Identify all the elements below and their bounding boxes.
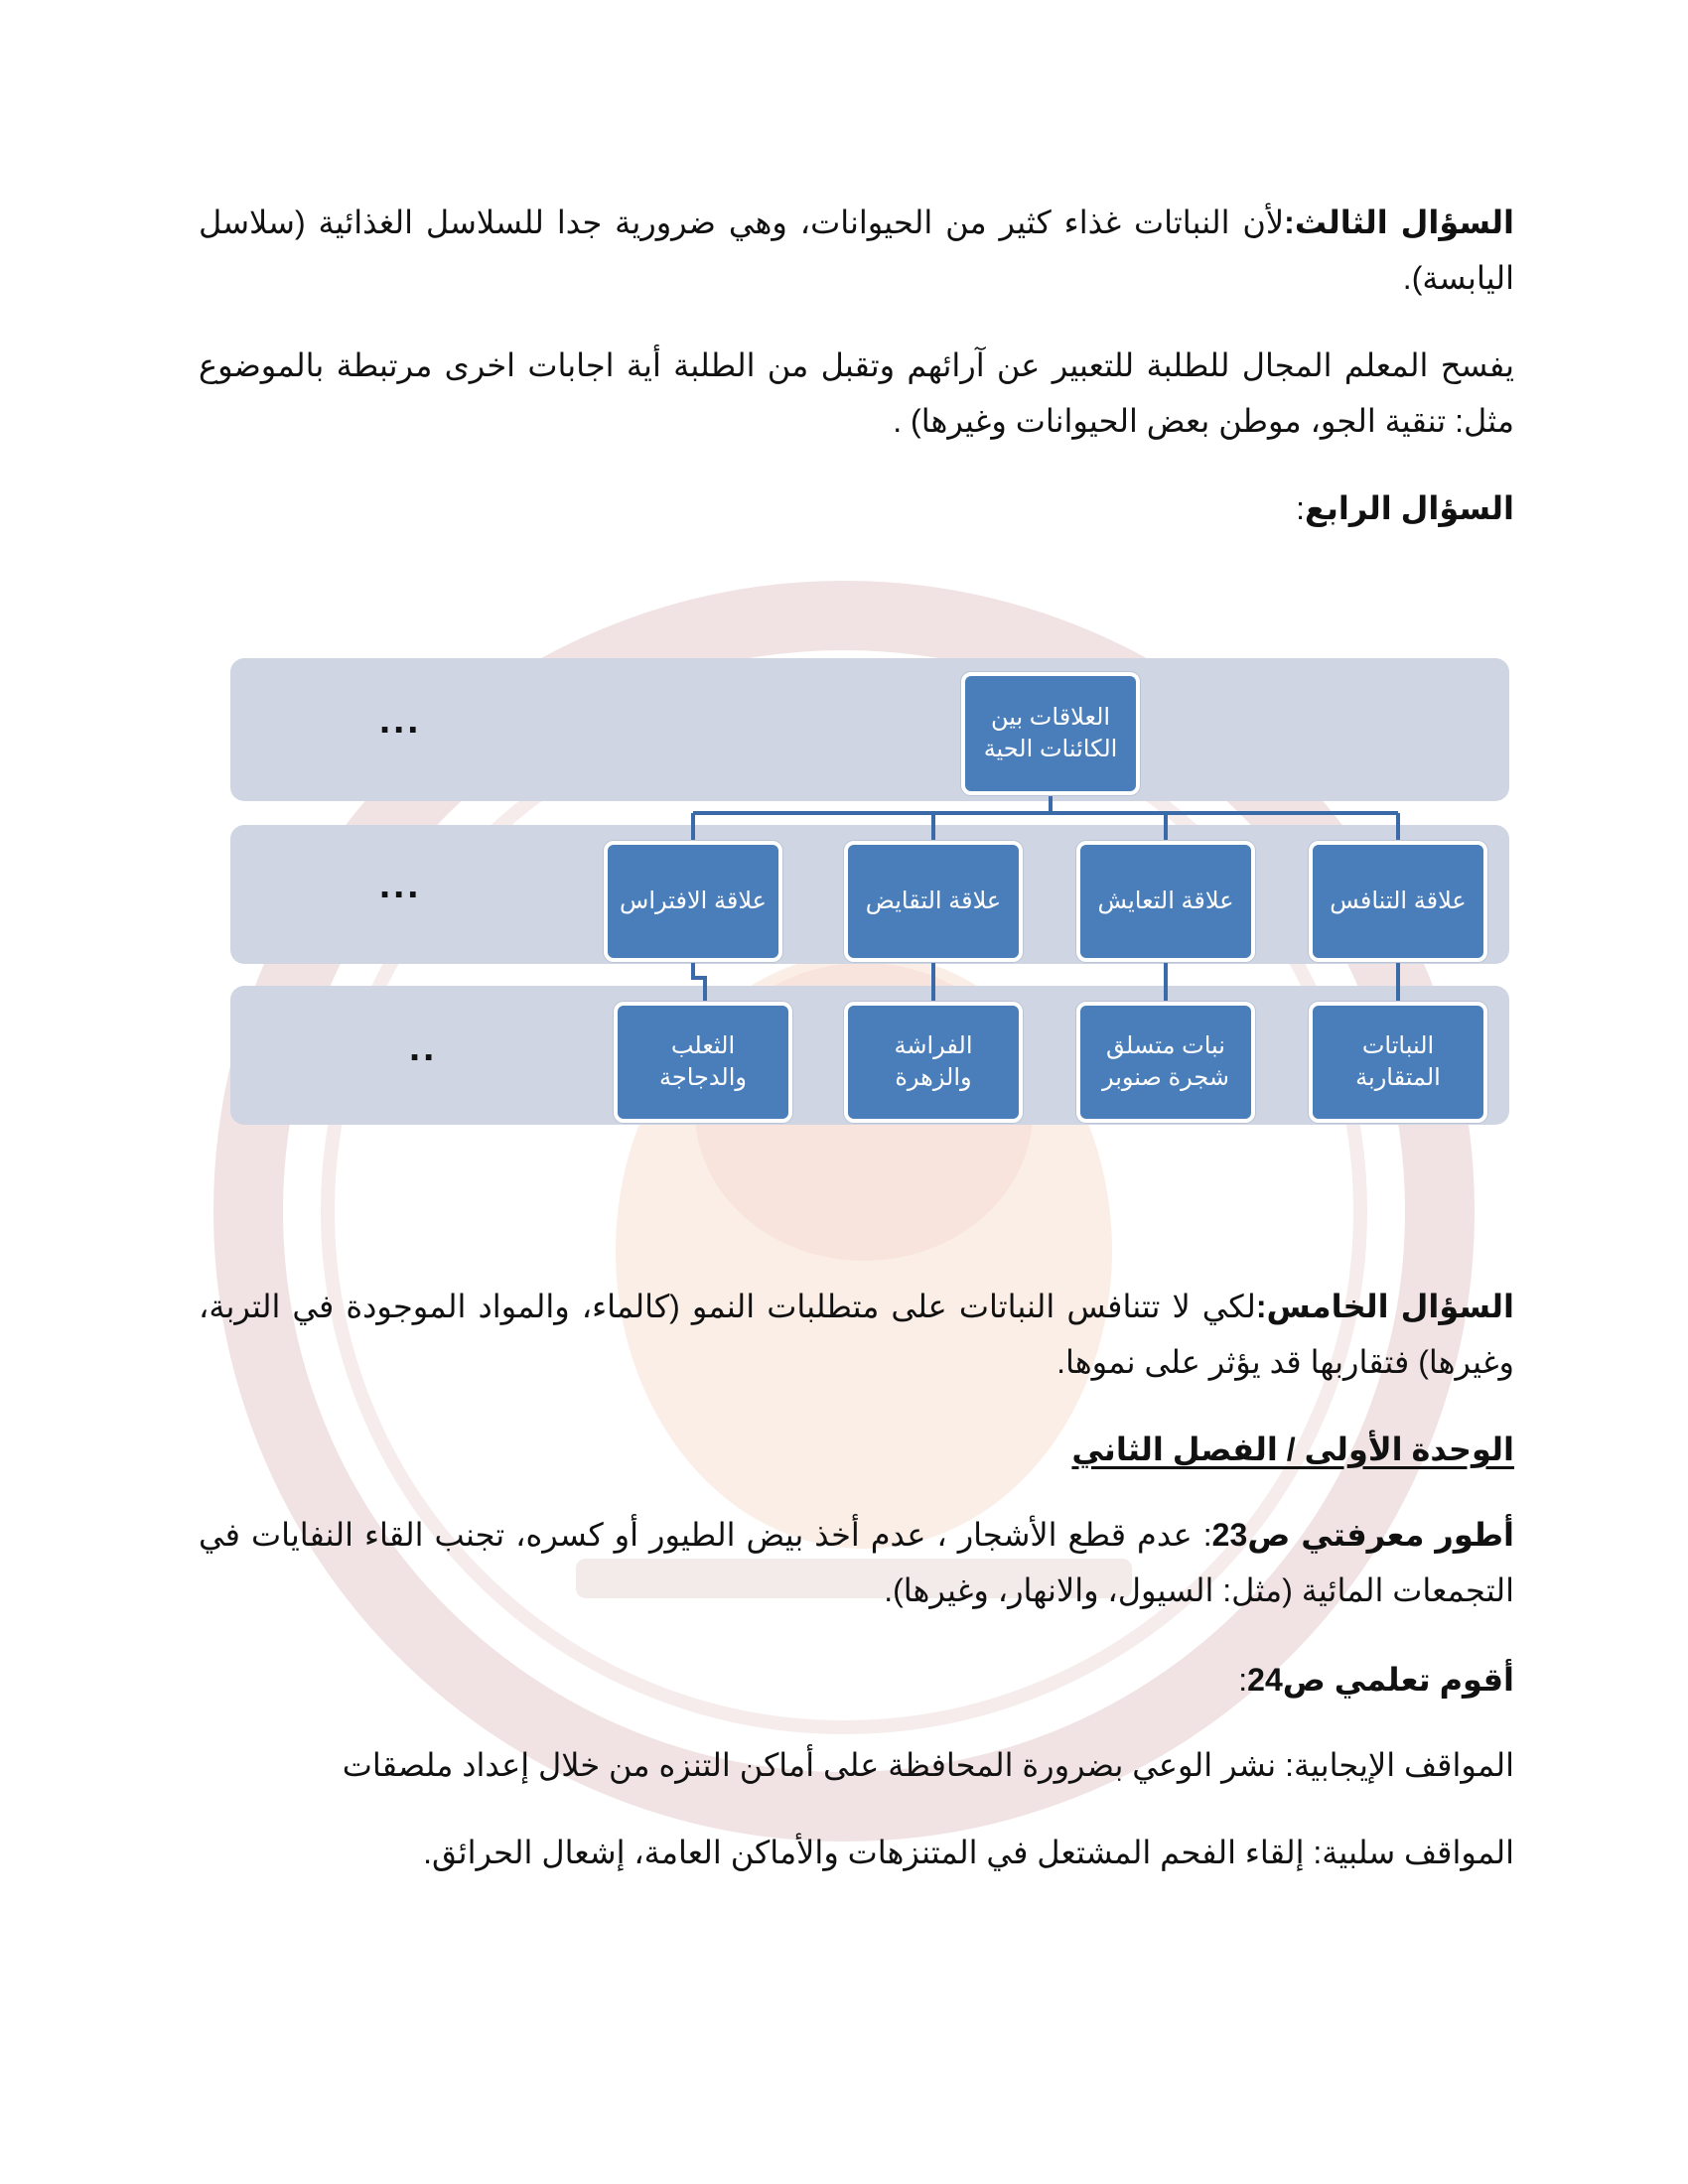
question-4-label: السؤال الرابع (1305, 490, 1514, 526)
develop-knowledge-paragraph (199, 1507, 1514, 1618)
assess-learning-colon: : (1238, 1662, 1248, 1698)
example-commensalism: نبات متسلق شجرة صنوبر (1076, 1002, 1255, 1123)
unit-heading: الوحدة الأولى / الفصل الثاني (1071, 1432, 1514, 1467)
question-5-label: السؤال الخامس: (1255, 1289, 1515, 1324)
example-predation: الثعلب والدجاجة (614, 1002, 792, 1123)
develop-knowledge-text: : عدم قطع الأشجار ، عدم أخذ بيض الطيور أو كسره، تجنب القاء النفايات في التجمعات المائية (مثل: السيول، والانهار، وغيرها). (199, 1517, 1514, 1608)
teacher-note-paragraph: يفسح المعلم المجال للطلبة للتعبير عن آرائهم وتقبل من الطلبة أية اجابات اخرى مرتبطة بالموضوع مثل: تنقية الجو، موطن بعض الحيوانات وغيرها) . (199, 347, 1514, 439)
example-mutualism: الفراشة والزهرة (844, 1002, 1023, 1123)
example-competition: النباتات المتقاربة (1309, 1002, 1487, 1123)
question-3-label: السؤال الثالث: (1284, 205, 1515, 240)
band-3-dots: .. (409, 1025, 438, 1069)
relation-competition: علاقة التنافس (1309, 841, 1487, 962)
relation-predation: علاقة الافتراس (604, 841, 782, 962)
link-line-predation (693, 958, 705, 1004)
question-4-colon: : (1296, 490, 1306, 526)
develop-knowledge-label: أطور معرفتي ص23 (1211, 1517, 1515, 1553)
question-5-text: لكي لا تتنافس النباتات على متطلبات النمو (كالماء، والمواد الموجودة في التربة، وغيرها) فتقاربها قد يؤثر على نموها. (199, 1289, 1514, 1380)
question-5-paragraph (199, 1279, 1514, 1390)
relationships-diagram (230, 658, 1509, 1125)
relation-mutualism: علاقة التقايض (844, 841, 1023, 962)
positive-attitudes-paragraph: المواقف الإيجابية: نشر الوعي بضرورة المحافظة على أماكن التنزه من خلال إعداد ملصقات (342, 1747, 1514, 1783)
root-node: العلاقات بين الكائنات الحية (961, 672, 1140, 795)
relation-commensalism: علاقة التعايش (1076, 841, 1255, 962)
assess-learning-paragraph (199, 1652, 1514, 1707)
question-3-text: لأن النباتات غذاء كثير من الحيوانات، وهي ضرورية جدا للسلاسل الغذائية (سلاسل اليابسة). (199, 205, 1514, 296)
negative-attitudes-paragraph: المواقف سلبية: إلقاء الفحم المشتعل في المتنزهات والأماكن العامة، إشعال الحرائق. (423, 1835, 1514, 1870)
question-4-paragraph (199, 480, 1514, 536)
question-3-paragraph (199, 195, 1514, 306)
assess-learning-label: أقوم تعلمي ص24 (1247, 1662, 1514, 1698)
band-1-dots: ... (379, 698, 422, 742)
band-2-dots: ... (379, 863, 422, 906)
